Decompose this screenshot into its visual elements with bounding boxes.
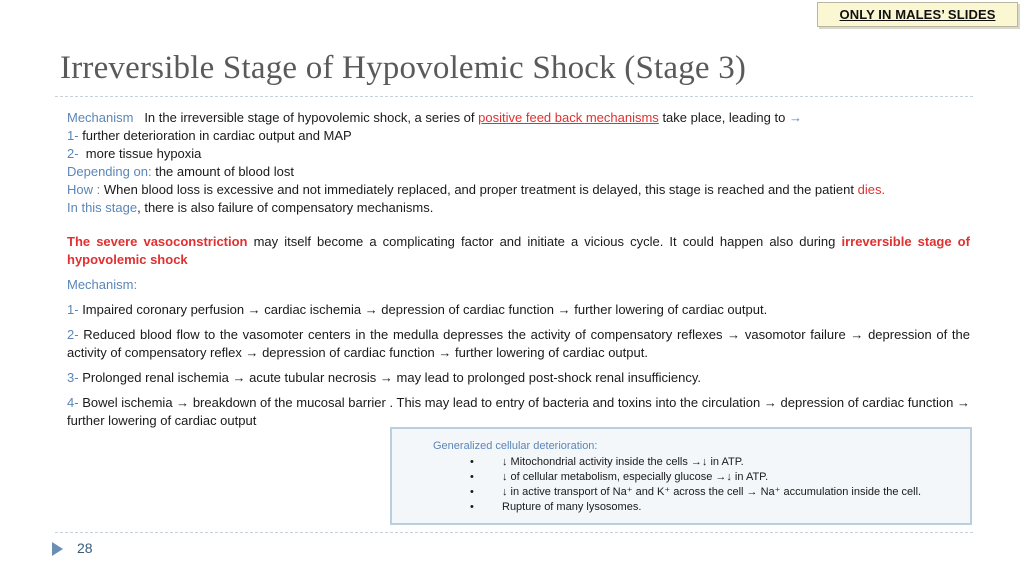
- cellular-item-2: [470, 470, 768, 486]
- play-triangle-icon: [52, 542, 63, 556]
- point-text: Reduced blood flow to the vasomoter centers in the medulla depresses the activity of compensatory reflexes → vasomotor failure → depression of the activity of compensatory reflex → depression of cardiac function → further lowering of cardiac output.: [67, 327, 970, 360]
- mechanism-item-2: [67, 145, 970, 163]
- mechanism-label: Mechanism: [67, 110, 134, 125]
- point-number: 4-: [67, 395, 79, 410]
- item-text: more tissue hypoxia: [85, 146, 202, 161]
- point-number: 2-: [67, 327, 79, 342]
- cellular-item-text: Rupture of many lysosomes.: [502, 501, 642, 513]
- mechanism-text-a: In the irreversible stage of hypovolemic shock, a series of: [144, 110, 475, 125]
- how-line: [67, 181, 970, 199]
- cellular-item-1: [470, 455, 744, 471]
- item-number: 1-: [67, 128, 79, 143]
- cellular-item-text: ↓ of cellular metabolism, especially glucose →↓ in ATP.: [502, 471, 769, 483]
- cellular-item-text: ↓ Mitochondrial activity inside the cells →↓ in ATP.: [502, 456, 744, 468]
- page-number: 28: [77, 540, 93, 556]
- dies-text: dies.: [857, 182, 886, 197]
- cellular-title: Generalized cellular deterioration:: [433, 440, 598, 452]
- vasoconstriction-text: may itself become a complicating factor and initiate a vicious cycle. It could happen also during: [253, 234, 836, 249]
- stage-text: , there is also failure of compensatory mechanisms.: [137, 200, 434, 215]
- depending-line: [67, 163, 970, 181]
- mechanism-item-1: [67, 127, 970, 145]
- how-label: How :: [67, 182, 101, 197]
- point-number: 1-: [67, 302, 79, 317]
- vasoconstriction-paragraph: [67, 233, 970, 269]
- bullet-icon: •: [470, 456, 474, 468]
- point-1: [67, 301, 970, 319]
- point-text: Bowel ischemia → breakdown of the mucosal barrier . This may lead to entry of bacteria and toxins into the circulation → depression of cardiac function → further lowering of cardiac output: [67, 395, 970, 428]
- how-text: When blood loss is excessive and not immediately replaced, and proper treatment is delayed, this stage is reached and the patient: [103, 182, 854, 197]
- cellular-item-text: ↓ in active transport of Na⁺ and K⁺ across the cell → Na⁺ accumulation inside the cell.: [502, 486, 922, 498]
- bullet-icon: •: [470, 471, 474, 483]
- footer-divider: [55, 532, 973, 533]
- cellular-deterioration-box: [390, 427, 972, 525]
- slide-content: [67, 109, 970, 430]
- males-slides-badge: ONLY IN MALES’ SLIDES: [817, 2, 1018, 27]
- stage-label: In this stage: [67, 200, 138, 215]
- item-text: further deterioration in cardiac output and MAP: [82, 128, 352, 143]
- mechanism-text-b: take place, leading to: [662, 110, 786, 125]
- mechanism-heading: Mechanism:: [67, 277, 138, 292]
- irreversible-stage-bold: irreversible stage of hypovolemic shock: [67, 234, 970, 267]
- vasoconstriction-bold: The severe vasoconstriction: [67, 234, 248, 249]
- mechanism-intro-line: [67, 109, 970, 127]
- point-text: Impaired coronary perfusion → cardiac ischemia → depression of cardiac function → further lowering of cardiac output.: [82, 302, 768, 317]
- stage-line: [67, 199, 970, 217]
- positive-feedback-link[interactable]: positive feed back mechanisms: [478, 110, 659, 125]
- depending-label: Depending on:: [67, 164, 152, 179]
- point-number: 3-: [67, 370, 79, 385]
- cellular-item-3: [470, 485, 921, 501]
- point-3: [67, 369, 970, 387]
- cellular-item-4: [470, 500, 641, 516]
- title-divider: [55, 96, 973, 97]
- item-number: 2-: [67, 146, 79, 161]
- slide-title: Irreversible Stage of Hypovolemic Shock (Stage 3): [60, 50, 747, 86]
- arrow-right-icon: →: [788, 110, 802, 125]
- bullet-icon: •: [470, 486, 474, 498]
- bullet-icon: •: [470, 501, 474, 513]
- point-4: [67, 394, 970, 430]
- point-2: [67, 326, 970, 362]
- depending-text: the amount of blood lost: [155, 164, 294, 179]
- point-text: Prolonged renal ischemia → acute tubular necrosis → may lead to prolonged post-shock renal insufficiency.: [82, 370, 701, 385]
